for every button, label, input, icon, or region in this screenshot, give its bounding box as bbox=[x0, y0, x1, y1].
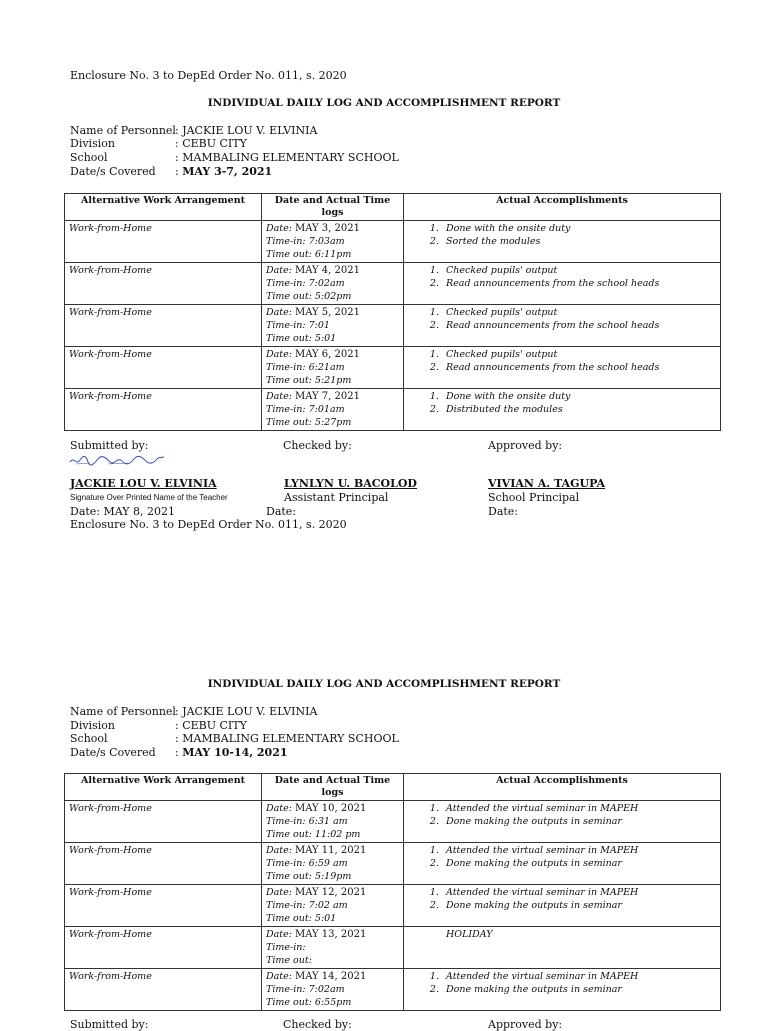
accomplishments-cell bbox=[404, 885, 721, 927]
dates-colon: : bbox=[175, 165, 179, 178]
accomplishments-cell bbox=[404, 389, 721, 431]
accomplishment-list bbox=[408, 970, 716, 996]
time-out-prefix: Time out: bbox=[266, 955, 312, 966]
accomplishments-cell bbox=[404, 347, 721, 389]
time-in-prefix: Time-in: bbox=[266, 278, 306, 289]
submitted-by-label: Submitted by: bbox=[70, 1018, 149, 1031]
division-label: Division bbox=[70, 137, 115, 150]
time-in-prefix: Time-in: bbox=[266, 320, 306, 331]
time-out-prefix: Time out: bbox=[266, 417, 312, 428]
log-date: MAY 4, 2021 bbox=[294, 265, 360, 276]
school-value: : MAMBALING ELEMENTARY SCHOOL bbox=[175, 732, 399, 745]
date-time-cell bbox=[262, 221, 404, 263]
table-row bbox=[65, 969, 721, 1011]
dates-value bbox=[175, 746, 288, 759]
table-row bbox=[65, 305, 721, 347]
table-row bbox=[65, 927, 721, 969]
log-date: MAY 7, 2021 bbox=[294, 391, 360, 402]
date-time-cell bbox=[262, 927, 404, 969]
accomplishments-cell bbox=[404, 927, 721, 969]
date-time-cell bbox=[262, 885, 404, 927]
dates-value bbox=[175, 165, 272, 178]
time-out-value: 5:01 bbox=[314, 913, 337, 924]
accomplishment-list bbox=[408, 348, 716, 374]
time-in-prefix: Time-in: bbox=[266, 816, 306, 827]
accomplishments-cell bbox=[404, 969, 721, 1011]
approved-by-label: Approved by: bbox=[488, 439, 563, 452]
time-out-value: 5:27pm bbox=[314, 417, 352, 428]
table-row bbox=[65, 263, 721, 305]
teacher-name: JACKIE LOU V. ELVINIA bbox=[70, 477, 217, 490]
header-accomplishments: Actual Accomplishments bbox=[404, 194, 721, 221]
log-date: MAY 14, 2021 bbox=[294, 971, 367, 982]
time-out-prefix: Time out: bbox=[266, 291, 312, 302]
accomplishment-item: 2. Done making the outputs in seminar bbox=[442, 983, 716, 996]
teacher-date: Date: MAY 8, 2021 bbox=[70, 505, 176, 518]
time-out-prefix: Time out: bbox=[266, 871, 312, 882]
time-out-prefix: Time out: bbox=[266, 375, 312, 386]
date-prefix: Date: bbox=[266, 887, 292, 898]
log-date: MAY 12, 2021 bbox=[294, 887, 367, 898]
arrangement-cell: Work-from-Home bbox=[65, 885, 262, 927]
enclosure-heading: Enclosure No. 3 to DepEd Order No. 011, s. 2020 bbox=[70, 69, 347, 82]
dates-label: Date/s Covered bbox=[70, 746, 156, 759]
accomplishment-item: 2. Read announcements from the school heads bbox=[442, 277, 716, 290]
accomplishment-list bbox=[408, 306, 716, 332]
date-time-cell bbox=[262, 969, 404, 1011]
accomplishment-item: 1. Attended the virtual seminar in MAPEH bbox=[442, 886, 716, 899]
time-out-prefix: Time out: bbox=[266, 913, 312, 924]
name-value: : JACKIE LOU V. ELVINIA bbox=[175, 705, 318, 718]
date-prefix: Date: bbox=[266, 929, 292, 940]
time-out-value: 5:21pm bbox=[314, 375, 352, 386]
approver-role: School Principal bbox=[488, 491, 580, 504]
time-out-value: 5:19pm bbox=[314, 871, 352, 882]
submitted-by-label: Submitted by: bbox=[70, 439, 149, 452]
accomplishment-list bbox=[408, 222, 716, 248]
handwritten-signature bbox=[68, 452, 168, 468]
header-arrangement: Alternative Work Arrangement bbox=[65, 194, 262, 221]
arrangement-cell: Work-from-Home bbox=[65, 305, 262, 347]
time-in-value: 7:01 bbox=[308, 320, 330, 331]
log-date: MAY 11, 2021 bbox=[294, 845, 367, 856]
approver-date: Date: bbox=[488, 505, 519, 518]
time-in-value: 7:02 am bbox=[308, 900, 348, 911]
time-out-prefix: Time out: bbox=[266, 249, 312, 260]
accomplishment-item: 2. Done making the outputs in seminar bbox=[442, 899, 716, 912]
arrangement-cell: Work-from-Home bbox=[65, 969, 262, 1011]
time-out-value: 6:55pm bbox=[314, 997, 352, 1008]
holiday-label: HOLIDAY bbox=[446, 929, 493, 940]
time-in-prefix: Time-in: bbox=[266, 404, 306, 415]
time-in-prefix: Time-in: bbox=[266, 984, 306, 995]
name-label: Name of Personnel bbox=[70, 124, 176, 137]
approver-name: VIVIAN A. TAGUPA bbox=[488, 477, 606, 490]
log-date: MAY 10, 2021 bbox=[294, 803, 367, 814]
table-row bbox=[65, 885, 721, 927]
log-date: MAY 13, 2021 bbox=[294, 929, 367, 940]
time-in-value: 7:02am bbox=[308, 278, 345, 289]
date-time-cell bbox=[262, 263, 404, 305]
division-value: : CEBU CITY bbox=[175, 137, 247, 150]
time-in-prefix: Time-in: bbox=[266, 362, 306, 373]
date-time-cell bbox=[262, 843, 404, 885]
approved-by-label: Approved by: bbox=[488, 1018, 563, 1031]
accomplishments-cell bbox=[404, 801, 721, 843]
arrangement-cell: Work-from-Home bbox=[65, 221, 262, 263]
table-row bbox=[65, 389, 721, 431]
time-in-value: 7:02am bbox=[308, 984, 345, 995]
time-in-value: 7:03am bbox=[308, 236, 345, 247]
checker-date: Date: bbox=[266, 505, 297, 518]
date-prefix: Date: bbox=[266, 845, 292, 856]
accomplishment-item: 1. Checked pupils' output bbox=[442, 306, 716, 319]
arrangement-cell: Work-from-Home bbox=[65, 263, 262, 305]
checked-by-label: Checked by: bbox=[283, 439, 352, 452]
accomplishment-item: 1. Attended the virtual seminar in MAPEH bbox=[442, 802, 716, 815]
time-in-value: 6:59 am bbox=[308, 858, 348, 869]
time-out-prefix: Time out: bbox=[266, 997, 312, 1008]
accomplishment-item: 1. Checked pupils' output bbox=[442, 264, 716, 277]
log-table bbox=[64, 193, 721, 431]
division-value: : CEBU CITY bbox=[175, 719, 247, 732]
name-label: Name of Personnel bbox=[70, 705, 176, 718]
accomplishment-item: 1. Done with the onsite duty bbox=[442, 222, 716, 235]
arrangement-cell: Work-from-Home bbox=[65, 389, 262, 431]
time-in-prefix: Time-in: bbox=[266, 900, 306, 911]
time-in-value: 6:31 am bbox=[308, 816, 348, 827]
date-prefix: Date: bbox=[266, 391, 292, 402]
checked-by-label: Checked by: bbox=[283, 1018, 352, 1031]
accomplishments-cell bbox=[404, 263, 721, 305]
accomplishment-list bbox=[408, 264, 716, 290]
accomplishment-item: 1. Checked pupils' output bbox=[442, 348, 716, 361]
school-label: School bbox=[70, 151, 108, 164]
table-row bbox=[65, 801, 721, 843]
date-time-cell bbox=[262, 389, 404, 431]
accomplishment-item: 2. Distributed the modules bbox=[442, 403, 716, 416]
date-prefix: Date: bbox=[266, 803, 292, 814]
dates-colon: : bbox=[175, 746, 179, 759]
arrangement-cell: Work-from-Home bbox=[65, 927, 262, 969]
accomplishments-cell bbox=[404, 305, 721, 347]
arrangement-cell: Work-from-Home bbox=[65, 347, 262, 389]
header-date-time: Date and Actual Time logs bbox=[262, 774, 404, 801]
table-row bbox=[65, 347, 721, 389]
time-in-prefix: Time-in: bbox=[266, 942, 306, 953]
accomplishment-item: 1. Done with the onsite duty bbox=[442, 390, 716, 403]
header-date-time: Date and Actual Time logs bbox=[262, 194, 404, 221]
time-out-prefix: Time out: bbox=[266, 829, 312, 840]
dates-label: Date/s Covered bbox=[70, 165, 156, 178]
report-title: INDIVIDUAL DAILY LOG AND ACCOMPLISHMENT REPORT bbox=[207, 97, 561, 109]
school-label: School bbox=[70, 732, 108, 745]
accomplishment-item: 1. Attended the virtual seminar in MAPEH bbox=[442, 970, 716, 983]
time-out-value: 5:01 bbox=[314, 333, 337, 344]
log-date: MAY 3, 2021 bbox=[294, 223, 360, 234]
time-in-value: 7:01am bbox=[308, 404, 345, 415]
accomplishments-cell bbox=[404, 843, 721, 885]
time-out-value: 6:11pm bbox=[314, 249, 352, 260]
date-prefix: Date: bbox=[266, 349, 292, 360]
log-table bbox=[64, 773, 721, 1011]
header-arrangement: Alternative Work Arrangement bbox=[65, 774, 262, 801]
date-time-cell bbox=[262, 801, 404, 843]
date-prefix: Date: bbox=[266, 265, 292, 276]
date-prefix: Date: bbox=[266, 307, 292, 318]
time-out-prefix: Time out: bbox=[266, 333, 312, 344]
school-value: : MAMBALING ELEMENTARY SCHOOL bbox=[175, 151, 399, 164]
date-time-cell bbox=[262, 305, 404, 347]
name-value: : JACKIE LOU V. ELVINIA bbox=[175, 124, 318, 137]
date-time-cell bbox=[262, 347, 404, 389]
table-row bbox=[65, 843, 721, 885]
arrangement-cell: Work-from-Home bbox=[65, 843, 262, 885]
accomplishment-item: 2. Read announcements from the school heads bbox=[442, 319, 716, 332]
accomplishment-item: 1. Attended the virtual seminar in MAPEH bbox=[442, 844, 716, 857]
accomplishment-list bbox=[408, 390, 716, 416]
enclosure-heading: Enclosure No. 3 to DepEd Order No. 011, s. 2020 bbox=[70, 518, 347, 531]
date-prefix: Date: bbox=[266, 971, 292, 982]
time-in-value: 6:21am bbox=[308, 362, 345, 373]
accomplishment-item: 2. Done making the outputs in seminar bbox=[442, 857, 716, 870]
accomplishment-list bbox=[408, 886, 716, 912]
table-row bbox=[65, 221, 721, 263]
accomplishment-list bbox=[408, 802, 716, 828]
report-title: INDIVIDUAL DAILY LOG AND ACCOMPLISHMENT REPORT bbox=[207, 678, 561, 690]
accomplishment-item: 2. Done making the outputs in seminar bbox=[442, 815, 716, 828]
dates-covered: MAY 10-14, 2021 bbox=[182, 746, 288, 759]
header-accomplishments: Actual Accomplishments bbox=[404, 774, 721, 801]
time-out-value: 11:02 pm bbox=[314, 829, 361, 840]
log-date: MAY 6, 2021 bbox=[294, 349, 360, 360]
accomplishment-item: 2. Read announcements from the school heads bbox=[442, 361, 716, 374]
accomplishments-cell bbox=[404, 221, 721, 263]
arrangement-cell: Work-from-Home bbox=[65, 801, 262, 843]
log-date: MAY 5, 2021 bbox=[294, 307, 360, 318]
checker-name: LYNLYN U. BACOLOD bbox=[284, 477, 417, 490]
date-prefix: Date: bbox=[266, 223, 292, 234]
checker-role: Assistant Principal bbox=[284, 491, 389, 504]
accomplishment-list bbox=[408, 844, 716, 870]
dates-covered: MAY 3-7, 2021 bbox=[182, 165, 273, 178]
time-in-prefix: Time-in: bbox=[266, 236, 306, 247]
teacher-caption: Signature Over Printed Name of the Teacher bbox=[70, 493, 228, 502]
division-label: Division bbox=[70, 719, 115, 732]
accomplishment-item: 2. Sorted the modules bbox=[442, 235, 716, 248]
time-out-value: 5:02pm bbox=[314, 291, 352, 302]
time-in-prefix: Time-in: bbox=[266, 858, 306, 869]
